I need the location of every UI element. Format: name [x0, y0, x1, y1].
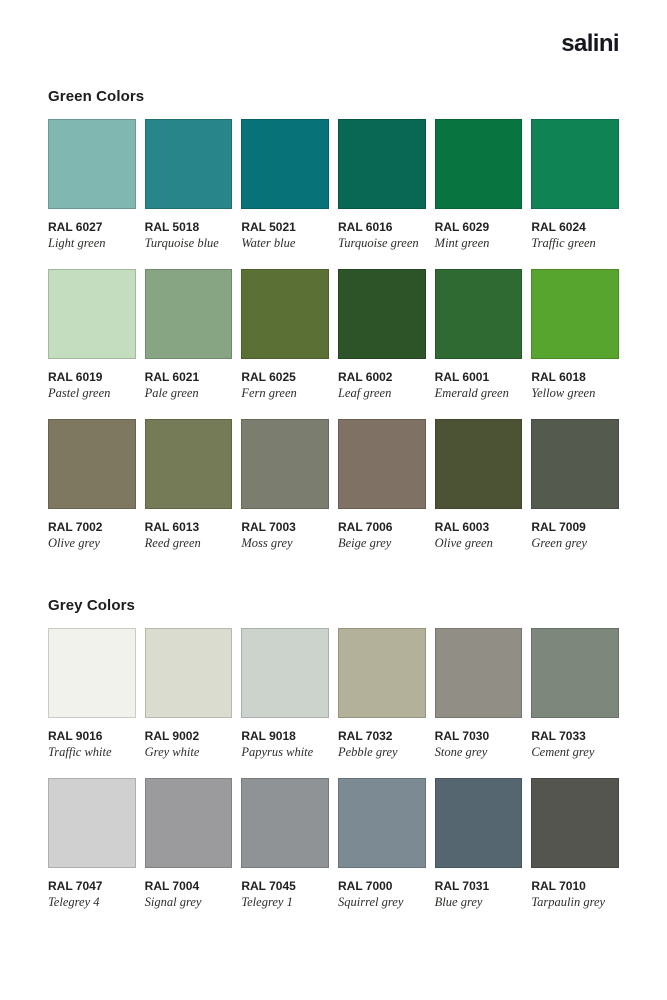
swatch-cell — [435, 628, 523, 760]
ral-code: RAL 7031 — [434, 879, 490, 893]
color-chip — [338, 419, 426, 509]
ral-code: RAL 9002 — [144, 729, 200, 743]
color-chip — [241, 628, 329, 718]
swatch-cell — [48, 778, 136, 910]
color-name: Papyrus white — [241, 745, 314, 759]
color-name: Cement grey — [531, 745, 595, 759]
color-chip — [435, 419, 523, 509]
ral-code: RAL 6027 — [48, 220, 103, 234]
color-chip — [241, 778, 329, 868]
color-name: Beige grey — [337, 536, 392, 550]
color-chip — [145, 628, 233, 718]
color-chip — [48, 778, 136, 868]
section-title-green: Green Colors — [48, 88, 145, 105]
swatch-cell — [531, 119, 619, 251]
color-chip — [435, 628, 523, 718]
color-chip — [531, 628, 619, 718]
color-name: Olive grey — [48, 536, 100, 550]
ral-code: RAL 7003 — [241, 520, 296, 534]
color-chip — [338, 628, 426, 718]
ral-code: RAL 9018 — [241, 729, 296, 743]
swatch-cell — [241, 628, 329, 760]
ral-code: RAL 7004 — [144, 879, 200, 893]
ral-code: RAL 7047 — [48, 879, 103, 893]
color-name: Traffic white — [48, 745, 112, 759]
color-chip — [338, 778, 426, 868]
color-chip — [145, 419, 233, 509]
color-name: Mint green — [434, 236, 490, 250]
swatch-cell — [435, 419, 523, 551]
ral-code: RAL 7009 — [531, 520, 586, 534]
color-chip — [241, 119, 329, 209]
color-chip — [48, 119, 136, 209]
color-chip — [531, 778, 619, 868]
color-name: Signal grey — [144, 895, 202, 909]
color-chip — [435, 119, 523, 209]
swatch-cell — [145, 628, 233, 760]
swatch-cell — [241, 119, 329, 251]
color-chip — [531, 269, 619, 359]
swatch-cell — [531, 269, 619, 401]
color-chip — [531, 119, 619, 209]
ral-code: RAL 7045 — [241, 879, 296, 893]
color-name: Telegrey 1 — [241, 895, 293, 909]
ral-code: RAL 6024 — [531, 220, 586, 234]
color-name: Emerald green — [434, 386, 509, 400]
ral-code: RAL 6021 — [144, 370, 200, 384]
color-name: Light green — [48, 236, 106, 250]
ral-code: RAL 6003 — [434, 520, 490, 534]
color-name: Tarpaulin grey — [531, 895, 606, 909]
color-name: Blue grey — [434, 895, 483, 909]
ral-code: RAL 6025 — [241, 370, 296, 384]
swatch-cell — [145, 119, 233, 251]
color-chip — [48, 419, 136, 509]
swatch-cell — [145, 778, 233, 910]
swatch-cell — [241, 778, 329, 910]
ral-code: RAL 7030 — [434, 729, 490, 743]
color-name: Turquoise green — [337, 236, 419, 250]
ral-code: RAL 5021 — [241, 220, 296, 234]
swatch-cell — [338, 419, 426, 551]
swatch-cell — [145, 419, 233, 551]
ral-code: RAL 7032 — [337, 729, 393, 743]
ral-code: RAL 5018 — [144, 220, 200, 234]
ral-code: RAL 6001 — [434, 370, 490, 384]
color-chip — [241, 419, 329, 509]
swatch-cell — [338, 778, 426, 910]
color-name: Pebble grey — [337, 745, 398, 759]
color-chip — [435, 269, 523, 359]
ral-code: RAL 7006 — [337, 520, 393, 534]
color-name: Green grey — [531, 536, 587, 550]
ral-code: RAL 9016 — [48, 729, 103, 743]
color-name: Yellow green — [531, 386, 596, 400]
brand-logo: salini — [561, 30, 619, 57]
color-name: Pastel green — [48, 386, 111, 400]
swatch-cell — [48, 419, 136, 551]
swatch-cell — [338, 628, 426, 760]
color-name: Squirrel grey — [337, 895, 404, 909]
color-chip — [241, 269, 329, 359]
ral-code: RAL 7033 — [531, 729, 586, 743]
ral-code: RAL 6016 — [337, 220, 393, 234]
color-chip — [145, 269, 233, 359]
color-name: Moss grey — [241, 536, 293, 550]
swatch-cell — [145, 269, 233, 401]
ral-code: RAL 6002 — [337, 370, 393, 384]
ral-code: RAL 6013 — [144, 520, 200, 534]
swatch-cell — [435, 269, 523, 401]
color-chip — [531, 419, 619, 509]
color-name: Fern green — [241, 386, 297, 400]
color-chip — [48, 269, 136, 359]
ral-code: RAL 6019 — [48, 370, 103, 384]
section-grey-colors — [48, 597, 619, 910]
color-chip — [435, 778, 523, 868]
swatch-cell — [48, 269, 136, 401]
swatch-cell — [48, 628, 136, 760]
ral-code: RAL 7010 — [531, 879, 586, 893]
color-name: Grey white — [144, 745, 200, 759]
swatch-grid-green — [48, 119, 619, 551]
color-name: Stone grey — [434, 745, 488, 759]
ral-code: RAL 7002 — [48, 520, 103, 534]
swatch-cell — [531, 628, 619, 760]
color-name: Reed green — [144, 536, 201, 550]
ral-code: RAL 6018 — [531, 370, 586, 384]
color-chip — [48, 628, 136, 718]
swatch-cell — [241, 269, 329, 401]
swatch-cell — [338, 119, 426, 251]
swatch-cell — [531, 778, 619, 910]
color-chip — [338, 119, 426, 209]
color-name: Telegrey 4 — [48, 895, 100, 909]
swatch-cell — [338, 269, 426, 401]
swatch-cell — [435, 778, 523, 910]
color-name: Water blue — [241, 236, 296, 250]
section-green-colors — [48, 88, 619, 551]
color-name: Leaf green — [337, 386, 392, 400]
color-name: Turquoise blue — [144, 236, 219, 250]
section-title-grey: Grey Colors — [48, 597, 135, 614]
swatch-cell — [48, 119, 136, 251]
swatch-cell — [435, 119, 523, 251]
swatch-cell — [531, 419, 619, 551]
color-chip — [145, 778, 233, 868]
color-chip — [145, 119, 233, 209]
swatch-cell — [241, 419, 329, 551]
swatch-grid-grey — [48, 628, 619, 910]
color-name: Traffic green — [531, 236, 596, 250]
color-name: Pale green — [144, 386, 199, 400]
ral-code: RAL 7000 — [337, 879, 393, 893]
color-chip — [338, 269, 426, 359]
color-name: Olive green — [434, 536, 493, 550]
ral-code: RAL 6029 — [434, 220, 490, 234]
